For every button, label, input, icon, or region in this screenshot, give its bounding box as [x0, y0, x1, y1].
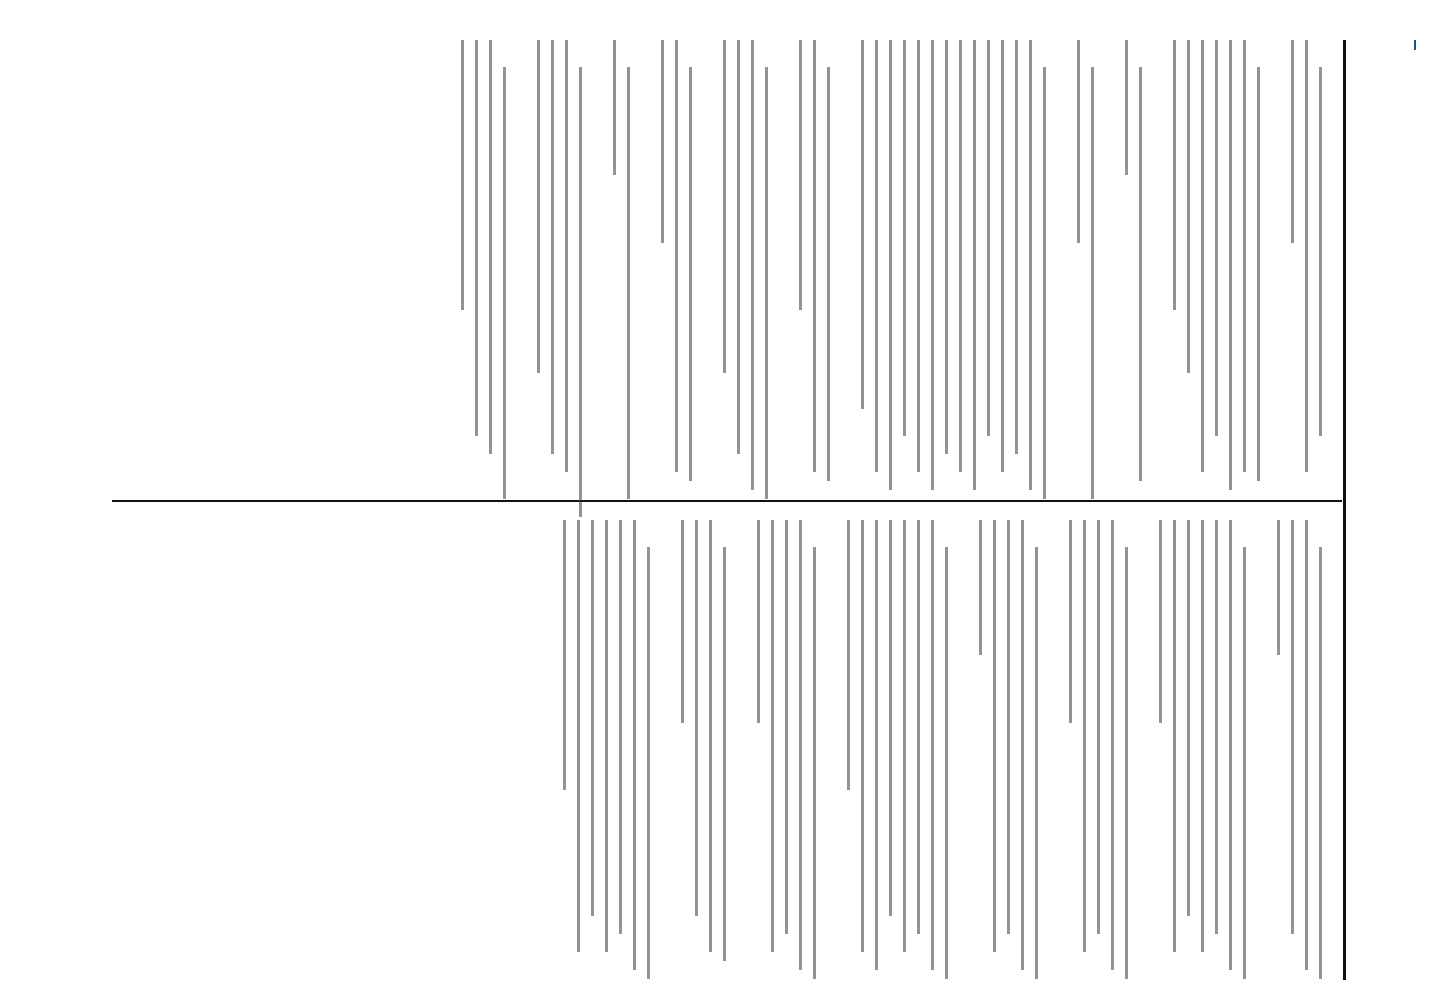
right-column: [542, 520, 1332, 970]
text-line: [1201, 520, 1204, 952]
paragraph-gap: [1138, 520, 1148, 970]
text-line: [945, 40, 948, 454]
text-line: [1173, 40, 1176, 310]
text-line: [723, 40, 726, 373]
text-line: [757, 520, 760, 723]
text-line: [1201, 40, 1204, 472]
text-line: [1291, 40, 1294, 243]
credit-text-wrapper: [1411, 40, 1426, 900]
text-line: [889, 40, 892, 490]
text-line: [903, 40, 906, 436]
text-line: [689, 67, 692, 481]
text-line: [1291, 520, 1294, 934]
text-line: [1243, 547, 1246, 979]
text-line: [1015, 40, 1018, 454]
text-line: [1159, 520, 1162, 723]
text-line: [1035, 547, 1038, 979]
text-line: [1091, 67, 1094, 499]
text-line: [551, 40, 554, 454]
text-line: [503, 67, 506, 499]
text-line: [1077, 40, 1080, 243]
paragraph: [661, 40, 692, 490]
text-line: [723, 547, 726, 961]
text-line: [959, 40, 962, 472]
text-line: [579, 67, 582, 517]
left-column: [440, 40, 1332, 490]
paragraph: [563, 520, 650, 970]
text-line: [1319, 67, 1322, 436]
paragraph: [757, 520, 816, 970]
paragraph-gap: [516, 40, 526, 490]
text-line: [1305, 520, 1308, 970]
text-line: [813, 547, 816, 979]
text-line: [917, 520, 920, 934]
paragraph-gap: [592, 40, 602, 490]
text-line: [475, 40, 478, 436]
text-line: [1125, 547, 1128, 979]
text-line: [861, 40, 864, 409]
text-line: [827, 67, 830, 481]
text-line: [1021, 520, 1024, 970]
paragraph-gap: [736, 520, 746, 970]
paragraph: [1077, 40, 1094, 490]
paragraph: [799, 40, 830, 490]
text-line: [675, 40, 678, 472]
digitization-credit: [1402, 0, 1430, 1000]
paragraph-gap: [1152, 40, 1162, 490]
text-line: [1215, 520, 1218, 934]
text-line: [619, 520, 622, 934]
text-line: [1083, 520, 1086, 952]
paragraph-gap: [542, 520, 552, 970]
paragraph-gap: [1270, 40, 1280, 490]
paragraph-gap: [1256, 520, 1266, 970]
text-line: [861, 520, 864, 952]
text-line: [979, 520, 982, 655]
paragraph: [537, 40, 582, 490]
text-line: [1305, 40, 1308, 472]
text-line: [1007, 520, 1010, 934]
paragraph-gap: [826, 520, 836, 970]
text-line: [1001, 40, 1004, 472]
text-line: [737, 40, 740, 454]
text-line: [563, 520, 566, 790]
paragraph-gap: [660, 520, 670, 970]
paragraph-gap: [640, 40, 650, 490]
text-line: [1043, 67, 1046, 499]
text-line: [1187, 40, 1190, 373]
paragraph: [979, 520, 1038, 970]
text-line: [633, 520, 636, 970]
text-line: [1097, 520, 1100, 934]
text-line: [661, 40, 664, 243]
text-line: [577, 520, 580, 952]
paragraph: [861, 40, 1046, 490]
paragraph-gap: [840, 40, 850, 490]
paragraph: [1069, 520, 1128, 970]
paragraph-gap: [778, 40, 788, 490]
text-line: [973, 40, 976, 490]
text-line: [1069, 520, 1072, 723]
paragraph-gap: [1104, 40, 1114, 490]
text-line: [931, 40, 934, 490]
text-line: [461, 40, 464, 310]
text-line: [993, 520, 996, 952]
dfg-logo: [1414, 40, 1416, 50]
paragraph: [681, 520, 726, 970]
paragraph: [461, 40, 506, 490]
text-line: [1029, 40, 1032, 490]
text-line: [1173, 520, 1176, 952]
text-line: [591, 520, 594, 916]
text-line: [751, 40, 754, 490]
text-line: [1187, 520, 1190, 916]
right-column-bottom: [542, 520, 816, 970]
text-line: [847, 520, 850, 790]
paragraph: [1125, 40, 1142, 490]
text-line: [799, 520, 802, 970]
text-line: [875, 520, 878, 970]
text-line: [709, 520, 712, 952]
text-line: [1277, 520, 1280, 655]
column-divider: [112, 500, 1342, 502]
paragraph: [1277, 520, 1322, 970]
text-line: [1229, 40, 1232, 490]
paragraph: [1159, 520, 1246, 970]
text-line: [1125, 40, 1128, 175]
text-line: [1319, 547, 1322, 979]
text-line: [695, 520, 698, 916]
text-line: [903, 520, 906, 952]
text-line: [771, 520, 774, 952]
text-line: [605, 520, 608, 952]
text-line: [785, 520, 788, 934]
paragraph-gap: [1048, 520, 1058, 970]
paragraph: [1291, 40, 1322, 490]
paragraph: [613, 40, 630, 490]
text-line: [1229, 520, 1232, 970]
paragraph: [723, 40, 768, 490]
text-line: [1215, 40, 1218, 436]
text-line: [613, 40, 616, 175]
header-rule: [1343, 40, 1346, 980]
text-line: [627, 67, 630, 499]
text-line: [489, 40, 492, 454]
text-line: [945, 547, 948, 979]
text-line: [1111, 520, 1114, 970]
paragraph-gap: [958, 520, 968, 970]
text-line: [1139, 67, 1142, 481]
text-line: [799, 40, 802, 310]
right-column-top: [826, 520, 1322, 970]
text-line: [537, 40, 540, 373]
text-line: [565, 40, 568, 472]
paragraph-gap: [440, 40, 450, 490]
text-line: [647, 547, 650, 979]
text-line: [931, 520, 934, 970]
text-line: [813, 40, 816, 472]
paragraph: [847, 520, 948, 970]
text-line: [875, 40, 878, 472]
text-line: [889, 520, 892, 916]
text-line: [917, 40, 920, 472]
paragraph-gap: [702, 40, 712, 490]
paragraph: [1173, 40, 1260, 490]
paragraph-gap: [1056, 40, 1066, 490]
text-line: [1257, 67, 1260, 481]
text-line: [765, 67, 768, 499]
text-line: [987, 40, 990, 436]
text-line: [681, 520, 684, 723]
text-line: [1243, 40, 1246, 472]
